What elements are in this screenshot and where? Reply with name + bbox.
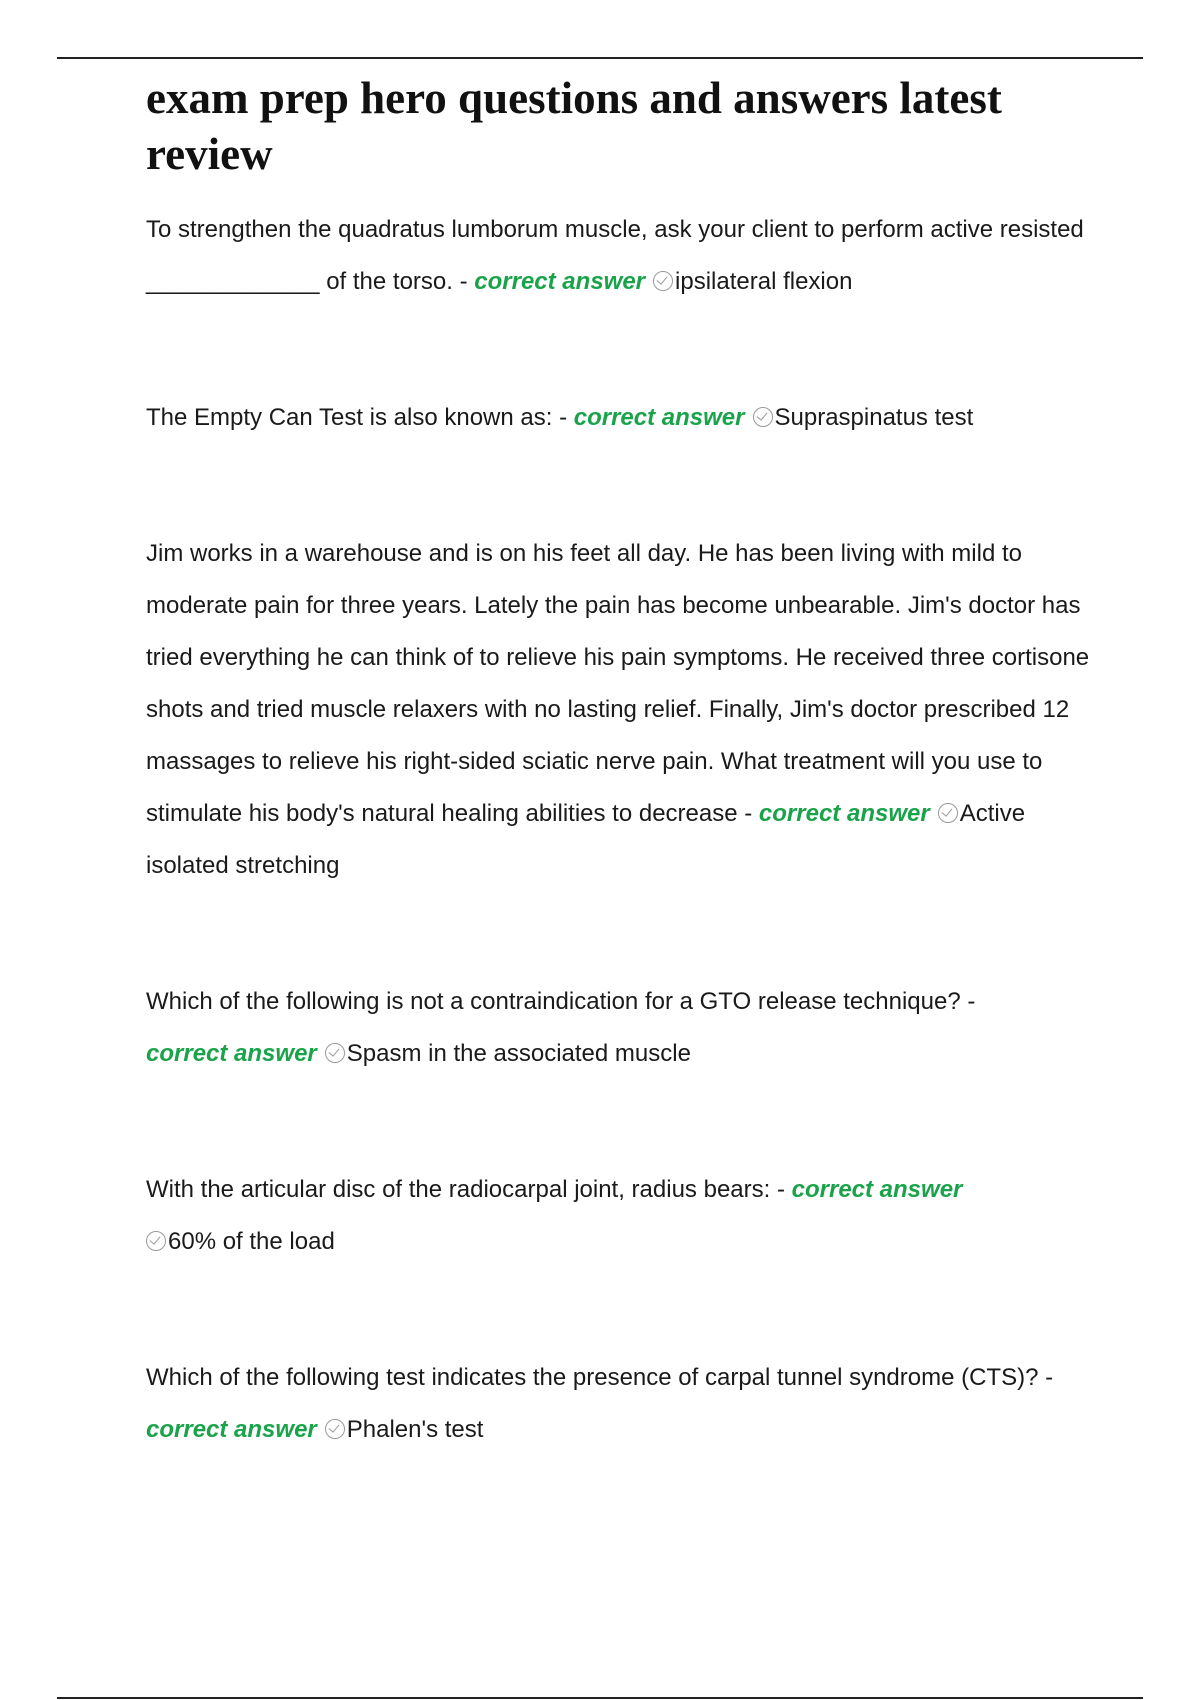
- qa-item: [146, 1164, 1096, 1268]
- answer-label: correct answer: [573, 404, 745, 431]
- answer-text: Active isolated stretching: [146, 800, 1026, 879]
- answer-text: 60% of the load: [168, 1228, 335, 1255]
- question-text: To strengthen the quadratus lumborum muscle, ask your client to perform active resisted _____________ of the torso.: [146, 216, 1084, 295]
- answer-label: correct answer: [474, 268, 646, 295]
- answer-label: correct answer: [758, 800, 930, 827]
- check-circle-icon: [653, 271, 673, 291]
- separator: -: [1038, 1364, 1054, 1391]
- question-text: Which of the following is not a contraindication for a GTO release technique?: [146, 988, 961, 1015]
- answer-label: correct answer: [791, 1176, 963, 1203]
- check-circle-icon: [146, 1231, 166, 1251]
- check-circle-icon: [325, 1419, 345, 1439]
- answer-text: Phalen's test: [346, 1416, 484, 1443]
- separator: -: [737, 800, 759, 827]
- answer-text: Supraspinatus test: [774, 404, 974, 431]
- qa-item: [146, 204, 1096, 308]
- qa-item: [146, 528, 1096, 892]
- check-circle-icon: [325, 1043, 345, 1063]
- check-circle-icon: [753, 407, 773, 427]
- qa-item: [146, 392, 1096, 444]
- qa-item: [146, 976, 1096, 1080]
- question-text: Which of the following test indicates the presence of carpal tunnel syndrome (CTS)?: [146, 1364, 1039, 1391]
- separator: -: [552, 404, 574, 431]
- question-text: The Empty Can Test is also known as:: [146, 404, 553, 431]
- question-text: Jim works in a warehouse and is on his feet all day. He has been living with mild to moderate pain for three years. Lately the pain has become unbearable. Jim's doctor has tried everything he can think of to relieve his pain symptoms. He received three cortisone shots and tried muscle relaxers with no lasting relief. Finally, Jim's doctor prescribed 12 massages to relieve his right-sided sciatic nerve pain. What treatment will you use to stimulate his body's natural healing abilities to decrease: [146, 540, 1090, 827]
- separator: -: [452, 268, 475, 295]
- qa-item: [146, 1352, 1096, 1456]
- separator: -: [770, 1176, 792, 1203]
- answer-text: Spasm in the associated muscle: [346, 1040, 691, 1067]
- document-body: [146, 70, 1096, 1456]
- top-rule: [57, 57, 1143, 59]
- question-text: With the articular disc of the radiocarpal joint, radius bears:: [146, 1176, 771, 1203]
- check-circle-icon: [938, 803, 958, 823]
- page-title: exam prep hero questions and answers latest review: [146, 73, 1002, 179]
- answer-label: correct answer: [146, 1416, 317, 1443]
- answer-label: correct answer: [146, 1040, 317, 1067]
- separator: -: [960, 988, 976, 1015]
- answer-text: ipsilateral flexion: [675, 268, 853, 295]
- bottom-rule: [57, 1697, 1143, 1699]
